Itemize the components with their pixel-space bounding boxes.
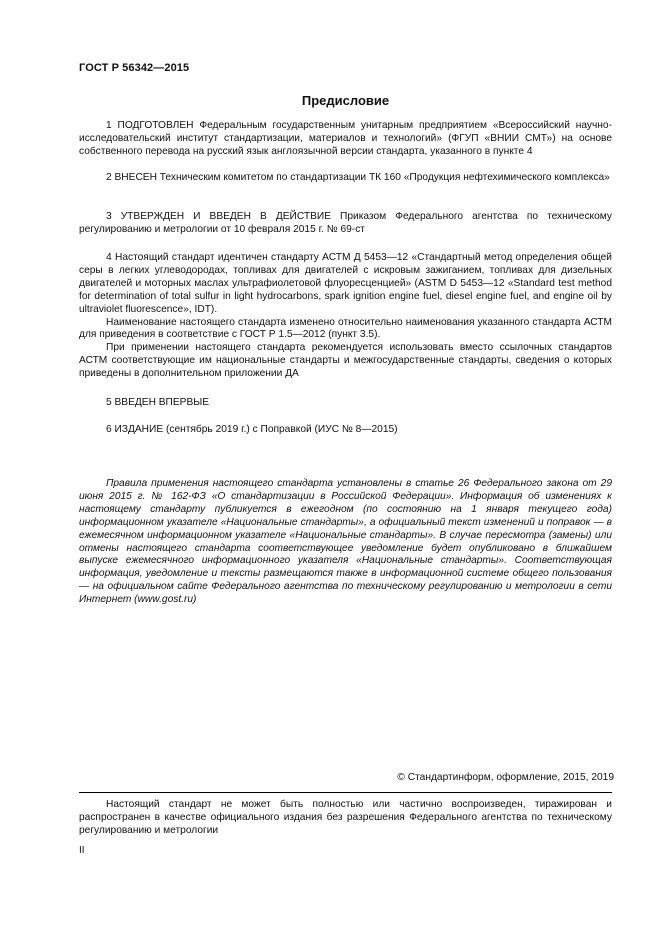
reproduction-notice-text: Настоящий стандарт не может быть полностью или частично воспроизведен, тиражирован и распространен в качестве официального издания без разрешения Федерального агентства по техническому регулированию и метрологии (79, 799, 612, 836)
document-code: ГОСТ Р 56342—2015 (79, 62, 190, 74)
notice-text: Правила применения настоящего стандарта установлены в статье 26 Федерального закона от 29 июня 2015 г. № 162-ФЗ «О стандартизации в Российской Федерации». Информация об изменениях к настоящему стандарту публикуется в ежегодном (по состоянию на 1 января текущего года) информационном указателе «Национальные стандарты», а официальный текст изменений и поправок — в ежемесячном информационном указателе «Национальные стандарты». В случае пересмотра (замены) или отмены настоящего стандарта соответствующее уведомление будет опубликовано в ближайшем выпуске ежемесячного информационного указателя «Национальные стандарты». Соответствующая информация, уведомление и тексты размещаются также в информационной системе общего пользования — на официальном сайте Федерального агентства по техническому регулированию и метрологии в сети Интернет (www.gost.ru) (79, 478, 612, 606)
foreword-item-text: Наименование настоящего стандарта изменено относительно наименования указанного стандарта АСТМ для приведения в соответствие с ГОСТ Р 1.5—2012 (пункт 3.5). (79, 316, 612, 341)
foreword-item-text: 1 ПОДГОТОВЛЕН Федеральным государственным унитарным предприятием «Всероссийский научно-исследовательский институт стандартизации, материалов и технологий» (ФГУП «ВНИИ СМТ») на основе собственного перевода на русский язык англоязычной версии стандарта, указанного в пункте 4 (79, 120, 612, 157)
foreword-item-text: 6 ИЗДАНИЕ (сентябрь 2019 г.) с Поправкой (ИУС № 8—2015) (106, 424, 398, 435)
foreword-item-3 (79, 211, 612, 237)
foreword-item-text: При применении настоящего стандарта рекомендуется использовать вместо ссылочных стандартов АСТМ соответствующие им национальные стандарты и межгосударственные стандарты, сведения о которых приведены в дополнительном приложении ДА (79, 342, 612, 380)
foreword-item-6 (79, 424, 612, 437)
foreword-item-text: 5 ВВЕДЕН ВПЕРВЫЕ (106, 397, 210, 408)
foreword-item-1 (79, 120, 612, 159)
foreword-item-text: 3 УТВЕРЖДЕН И ВВЕДЕН В ДЕЙСТВИЕ Приказом Федерального агентства по техническому регулированию и метрологии от 10 февраля 2015 г. № 69-ст (79, 211, 612, 235)
application-rules-notice (79, 478, 612, 607)
reproduction-notice (79, 799, 612, 838)
foreword-item-2 (79, 172, 612, 185)
foreword-item-5 (79, 397, 612, 410)
foreword-item-text: 4 Настоящий стандарт идентичен стандарту АСТМ Д 5453—12 «Стандартный метод определения общей серы в легких углеводородах, топливах для двигателей с искровым зажиганием, топливах для дизельных двигателей и моторных маслах ультрафиолетовой флуоресценцией» (ASTM D 5453—12 «Standard test method for determination of total sulfur in light hydrocarbons, spark ignition engine fuel, diesel engine fuel, and engine oil by ultraviolet fluorescence», IDT). (79, 252, 612, 315)
page-title: Предисловие (301, 93, 390, 108)
copyright-line: © Стандартинформ, оформление, 2015, 2019 (397, 772, 614, 783)
foreword-item-4 (79, 252, 612, 381)
separator-rule (79, 792, 612, 793)
foreword-item-text: 2 ВНЕСЕН Техническим комитетом по стандартизации ТК 160 «Продукция нефтехимического комплекса» (106, 172, 610, 183)
page-number: II (79, 845, 85, 856)
